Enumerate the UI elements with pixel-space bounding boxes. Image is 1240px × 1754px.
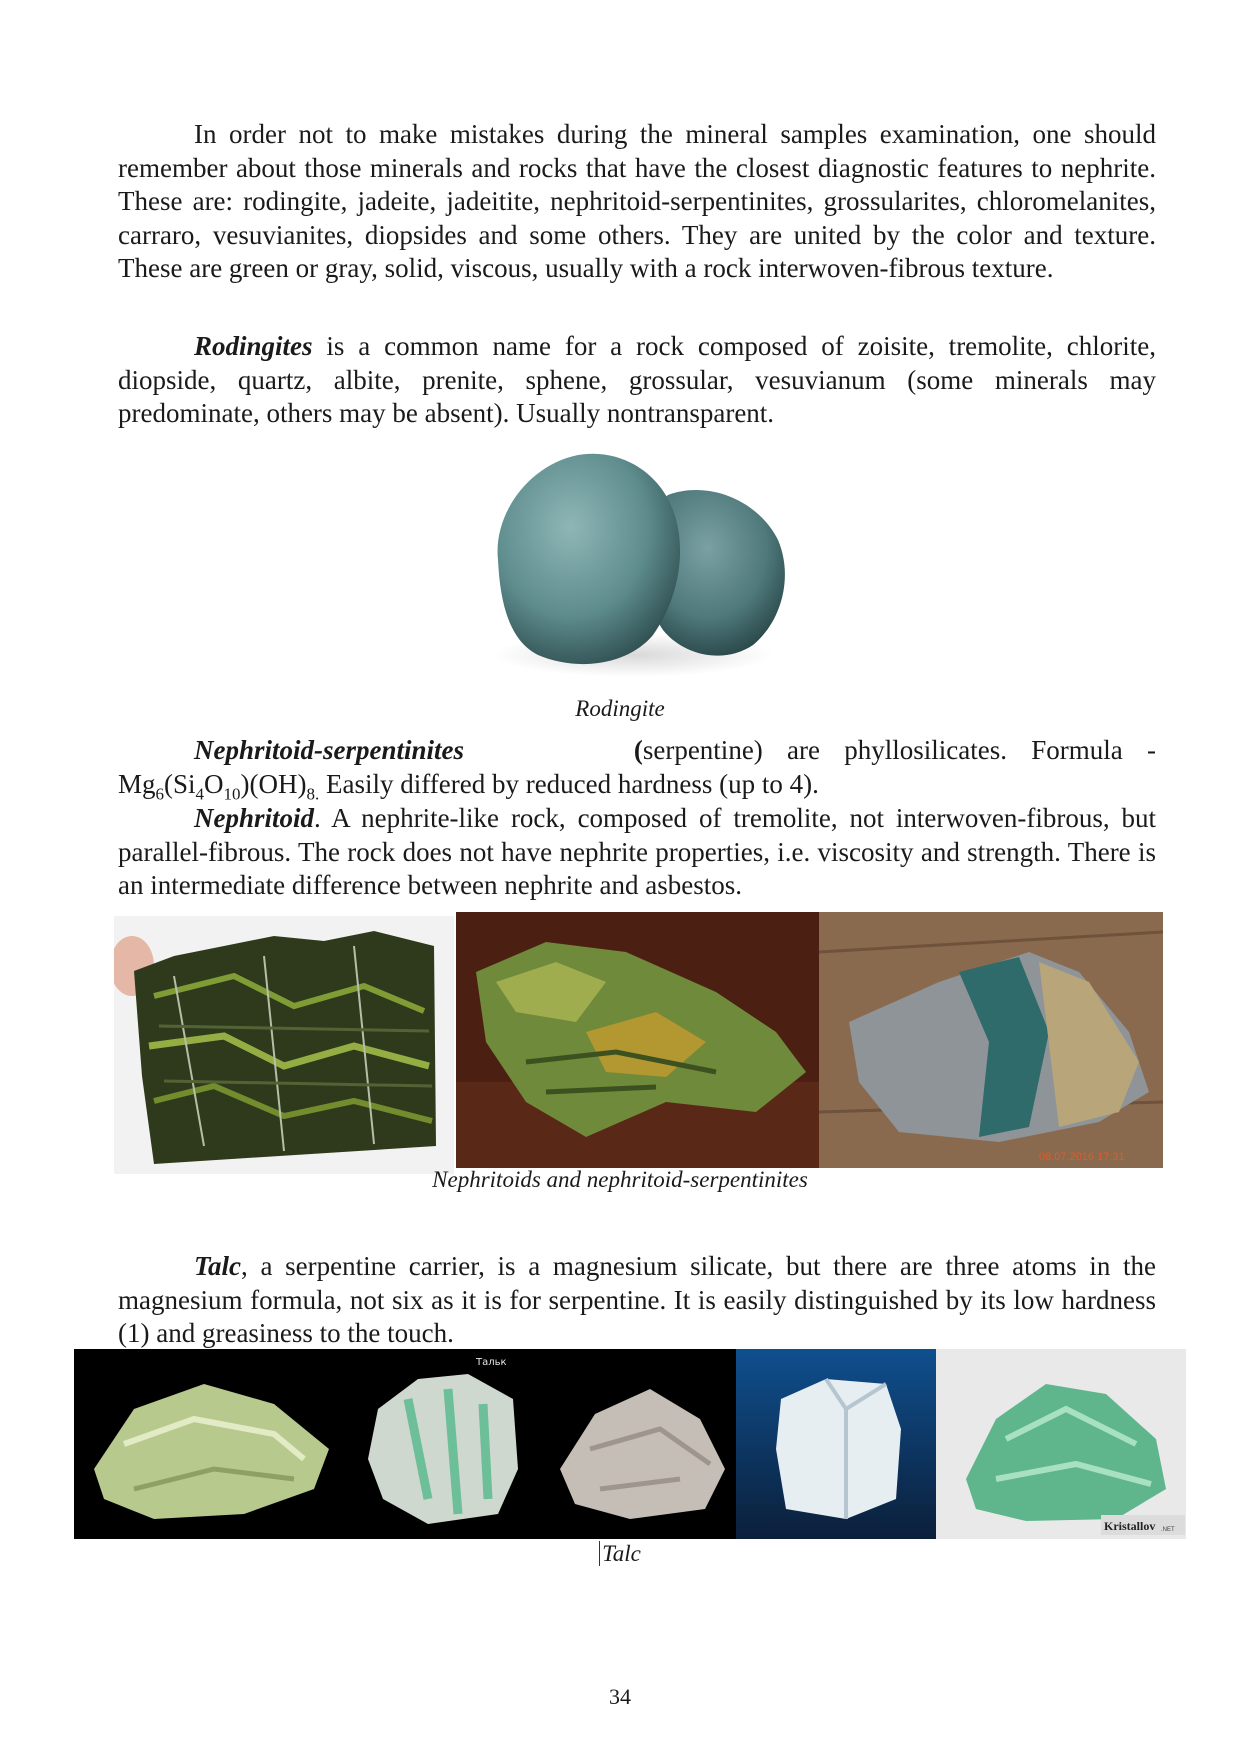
serpentinites-term: Nephritoid-serpentinites bbox=[194, 735, 465, 765]
talc-photo-2 bbox=[348, 1349, 540, 1539]
rodingites-text: is a common name for a rock composed of zoisite, tremolite, chlorite, diopside, quartz, albite, prenite, sphene, grossular, vesuvianum (some minerals may predominate, others may be absent). Usually nontransparent. bbox=[118, 331, 1156, 429]
kristallov-watermark: Kristallov bbox=[1104, 1519, 1156, 1533]
talc-photo-3 bbox=[540, 1349, 736, 1539]
serpentinites-paragraph bbox=[118, 734, 1156, 811]
nephritoid-text: . A nephrite-like rock, composed of tremolite, not interwoven-fibrous, but parallel-fibrous. The rock does not have nephrite properties, i.e. viscosity and strength. There is an intermediate difference between nephrite and asbestos. bbox=[118, 803, 1156, 901]
talc-photo-4 bbox=[736, 1349, 936, 1539]
rodingite-caption: Rodingite bbox=[575, 696, 665, 721]
intro-paragraph bbox=[118, 118, 1156, 286]
serpentinites-text: serpentine) are phyllosilicates. Formula - bbox=[642, 735, 1156, 765]
talc-text: , a serpentine carrier, is a magnesium silicate, but there are three atoms in the magnesium formula, not six as it is for serpentine. It is easily distinguished by its low hardness (1) and greasiness to the touch. bbox=[118, 1251, 1156, 1349]
nephritoid-photo-3 bbox=[819, 912, 1163, 1168]
nephritoids-caption: Nephritoids and nephritoid-serpentinites bbox=[432, 1167, 808, 1192]
nephritoid-paragraph bbox=[118, 802, 1156, 903]
serpentine-formula: $Mg_6(Si_4O_{10})(OH)_{8.}$ Easily differed by reduced hardness (up to 4). bbox=[118, 768, 819, 803]
talc-photo-5 bbox=[936, 1349, 1186, 1539]
talc-photo-1 bbox=[74, 1349, 348, 1539]
intro-text: In order not to make mistakes during the mineral samples examination, one should remember about those minerals and rocks that have the closest diagnostic features to nephrite. These are: rodingite, jadeite, jadeitite, nephritoid-serpentinites, grossularites, chloromelanites, carraro, vesuvianites, diopsides and some others. They are united by the color and texture. These are green or gray, solid, viscous, usually with a rock interwoven-fibrous texture. bbox=[118, 119, 1156, 284]
rodingites-term: Rodingites bbox=[194, 331, 313, 361]
photo-date-stamp: 08.07.2016 17:31 bbox=[1039, 1151, 1125, 1163]
rodingites-paragraph bbox=[118, 330, 1156, 431]
talc-term: Talc bbox=[194, 1251, 241, 1281]
talc-caption-text: Talc bbox=[599, 1541, 641, 1566]
talc-paragraph bbox=[118, 1250, 1156, 1351]
rodingite-photo bbox=[468, 440, 798, 690]
serpentinites-paren: ( bbox=[633, 735, 643, 765]
nephritoid-photo-1 bbox=[114, 916, 454, 1174]
kristallov-net: .NET bbox=[1161, 1527, 1175, 1533]
nephritoid-photo-2 bbox=[456, 912, 819, 1168]
talc-caption bbox=[0, 1541, 1240, 1567]
nephritoid-term: Nephritoid bbox=[194, 803, 315, 833]
talc-ru-label: Тальк bbox=[476, 1357, 507, 1368]
page-number: 34 bbox=[609, 1684, 631, 1709]
